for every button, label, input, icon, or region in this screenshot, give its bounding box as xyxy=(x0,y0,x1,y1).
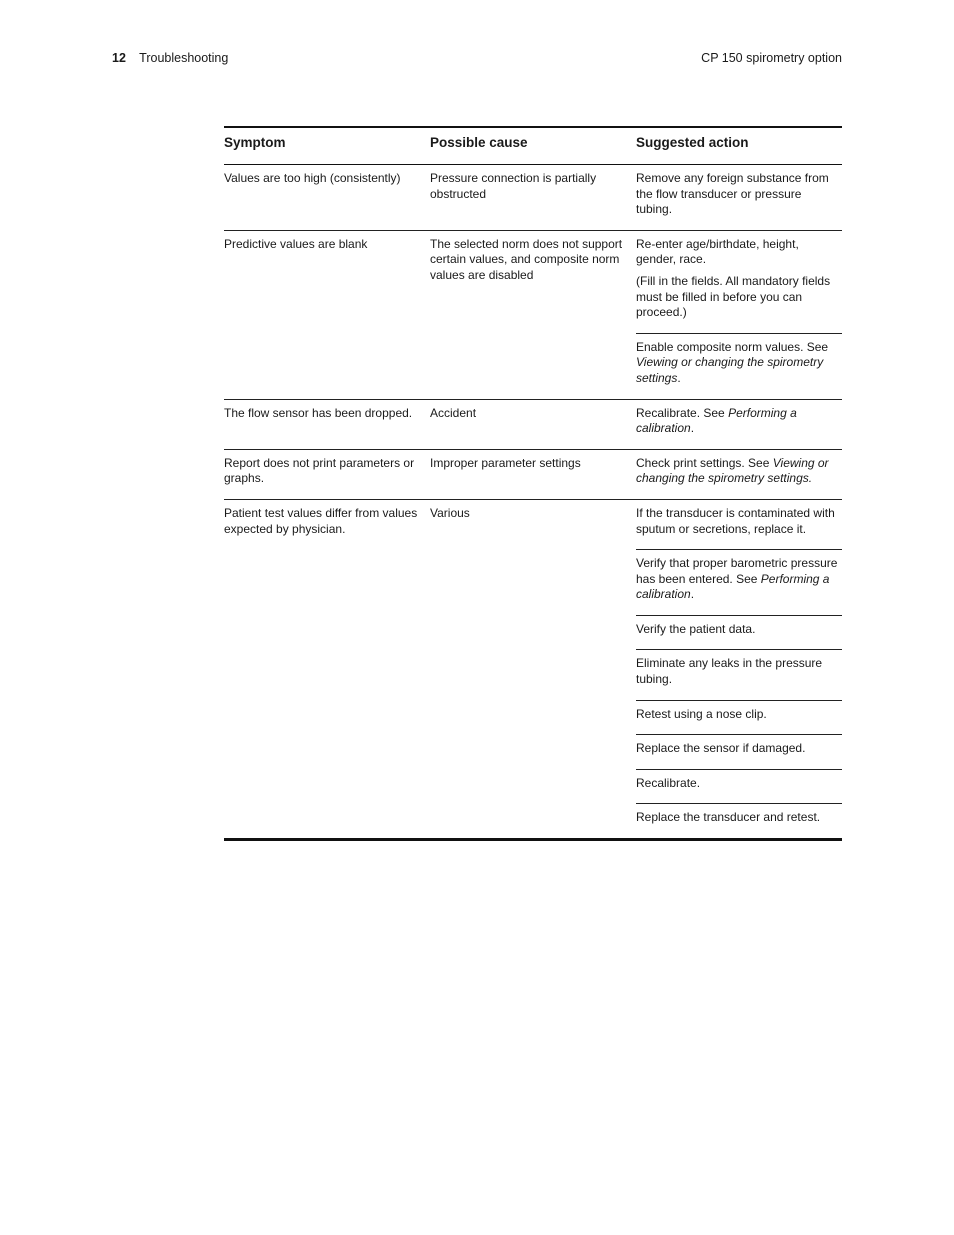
action-cell xyxy=(636,231,842,399)
table-row xyxy=(224,231,842,400)
action-note: (Fill in the fields. All mandatory fields must be filled in before you can proceed.) xyxy=(636,273,831,320)
action-text: Verify that proper barometric pressure has been entered. See xyxy=(636,556,838,586)
action-text: Remove any foreign substance from the flow transducer or pressure tubing. xyxy=(636,171,829,217)
action-suffix: . xyxy=(677,370,681,385)
symptom-cell: Patient test values differ from values expected by physician. xyxy=(224,505,418,536)
action-cell xyxy=(636,500,842,838)
symptom-cell: Values are too high (consistently) xyxy=(224,171,401,185)
action-cell xyxy=(636,450,842,499)
cross-reference: Viewing or changing the spirometry settings xyxy=(636,355,824,385)
action-text: Verify the patient data. xyxy=(636,621,756,636)
troubleshooting-table xyxy=(224,126,842,841)
action-text: Enable composite norm values. See xyxy=(636,339,829,354)
suggested-action xyxy=(636,400,842,449)
column-header-action: Suggested action xyxy=(636,135,749,150)
action-cell xyxy=(636,165,842,230)
table-row xyxy=(224,165,842,231)
suggested-action xyxy=(636,231,842,334)
suggested-action xyxy=(636,735,842,770)
suggested-action xyxy=(636,650,842,700)
cause-cell: Improper parameter settings xyxy=(430,455,581,470)
table-row xyxy=(224,450,842,500)
action-text: Re-enter age/birthdate, height, gender, race. xyxy=(636,236,799,267)
action-text: Eliminate any leaks in the pressure tubing. xyxy=(636,656,823,687)
cross-reference: Performing a calibration xyxy=(636,571,830,602)
table-body xyxy=(224,165,842,841)
section-title: Troubleshooting xyxy=(139,51,229,65)
column-header-symptom: Symptom xyxy=(224,135,286,150)
action-cell xyxy=(636,400,842,449)
suggested-action xyxy=(636,550,842,616)
suggested-action xyxy=(636,804,842,838)
cause-cell: Various xyxy=(430,505,470,520)
cause-cell: Pressure connection is partially obstructed xyxy=(430,171,597,201)
suggested-action xyxy=(636,770,842,805)
suggested-action xyxy=(636,450,842,499)
action-suffix: . xyxy=(690,587,695,602)
column-header-cause: Possible cause xyxy=(430,135,528,150)
suggested-action xyxy=(636,701,842,736)
document-title: CP 150 spirometry option xyxy=(701,51,842,65)
page-number: 12 xyxy=(112,51,126,65)
running-header-left xyxy=(112,50,228,66)
symptom-cell: The flow sensor has been dropped. xyxy=(224,405,413,420)
symptom-cell: Predictive values are blank xyxy=(224,236,368,251)
action-text: Retest using a nose clip. xyxy=(636,706,767,721)
suggested-action xyxy=(636,334,842,399)
table-header-row xyxy=(224,126,842,165)
action-text: If the transducer is contaminated with sputum or secretions, replace it. xyxy=(636,505,835,536)
action-text: Replace the transducer and retest. xyxy=(636,810,821,825)
suggested-action xyxy=(636,165,842,230)
action-suffix: . xyxy=(690,421,695,436)
cross-reference: Performing a calibration xyxy=(636,405,797,436)
table-row xyxy=(224,400,842,450)
cause-cell: Accident xyxy=(430,405,477,420)
action-text: Recalibrate. See xyxy=(636,405,729,420)
cause-cell: The selected norm does not support certain values, and composite norm values are disabled xyxy=(430,236,623,282)
action-text: Replace the sensor if damaged. xyxy=(636,741,806,756)
suggested-action xyxy=(636,616,842,651)
suggested-action xyxy=(636,500,842,550)
action-text: Check print settings. See xyxy=(636,455,773,470)
action-text: Recalibrate. xyxy=(636,775,701,790)
cross-reference: Viewing or changing the spirometry settings. xyxy=(636,455,829,486)
symptom-cell: Report does not print parameters or graphs. xyxy=(224,455,415,486)
table-row xyxy=(224,500,842,841)
